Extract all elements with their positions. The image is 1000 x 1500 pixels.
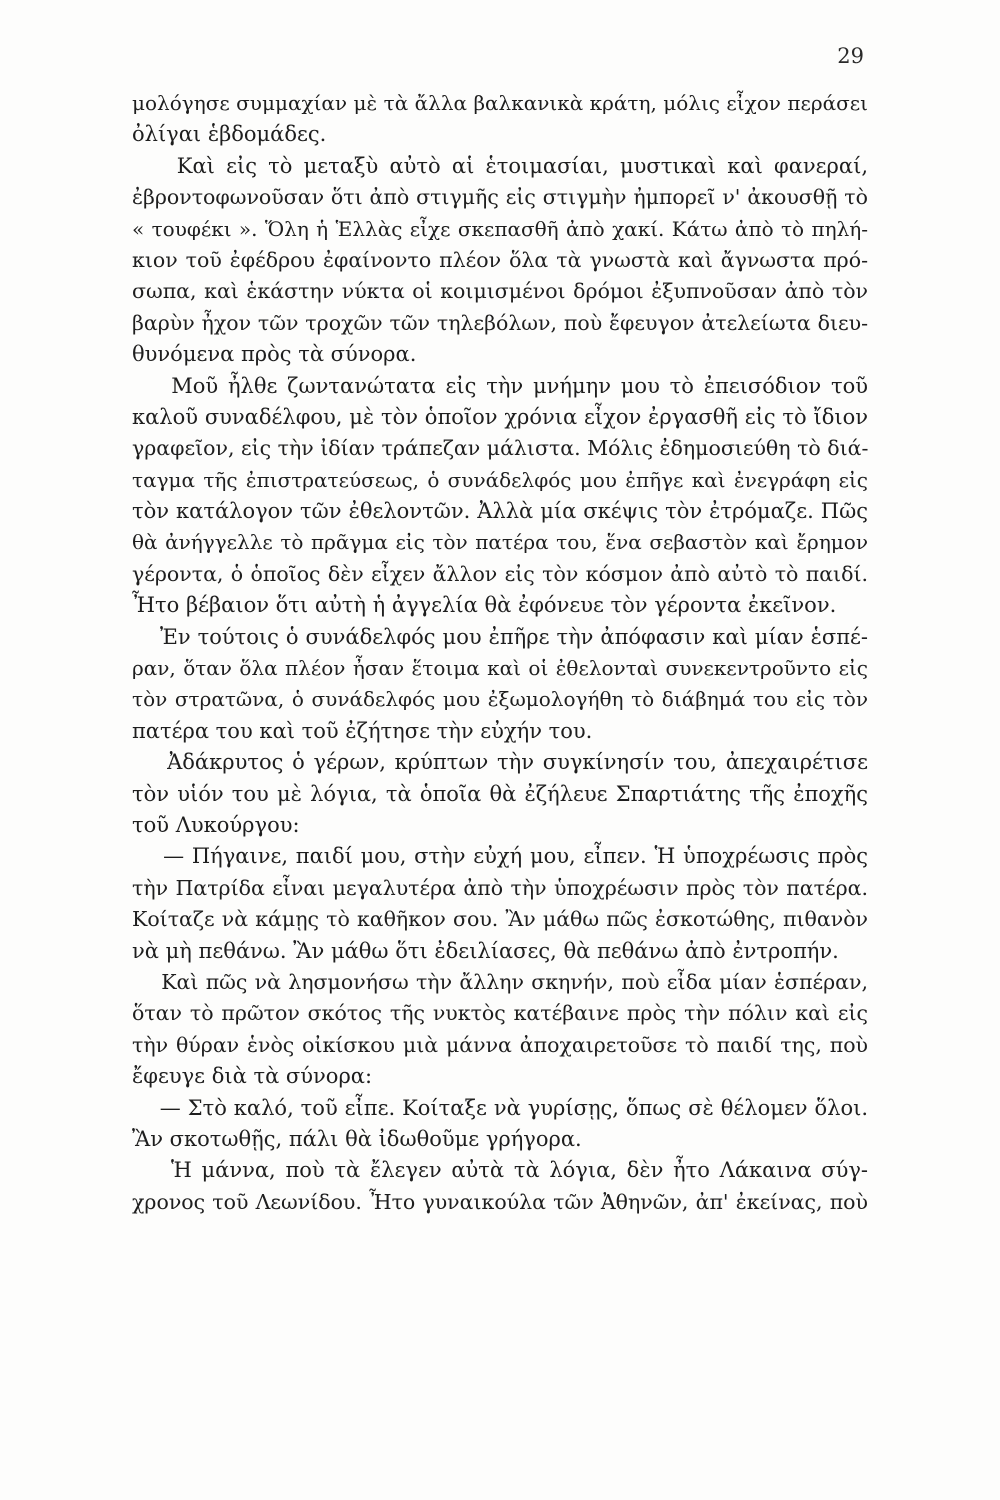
text-line: τὸν κατάλογον τῶν ἐθελοντῶν. Ἀλλὰ μία σκέψις τὸν ἐτρόμαζε. Πῶς xyxy=(132,499,868,524)
text-line: Ἐν τούτοις ὁ συνάδελφός μου ἐπῆρε τὴν ἀπόφασιν καὶ μίαν ἑσπέ- xyxy=(132,624,868,649)
text-line: βαρὺν ἦχον τῶν τροχῶν τῶν τηλεβόλων, ποὺ ἔφευγον ἀτελείωτα διευ- xyxy=(132,310,868,335)
text-line: καλοῦ συναδέλφου, μὲ τὸν ὁποῖον χρόνια εἶχον ἐργασθῆ εἰς τὸ ἴδιον xyxy=(132,404,868,429)
text-line: τὴν Πατρίδα εἶναι μεγαλυτέρα ἀπὸ τὴν ὑποχρέωσιν πρὸς τὸν πατέρα. xyxy=(132,875,868,900)
text-line: Ἦτο βέβαιον ὅτι αὐτὴ ἡ ἀγγελία θὰ ἐφόνευε τὸν γέροντα ἐκεῖνον. xyxy=(132,593,837,618)
text-line: γέροντα, ὁ ὁποῖος δὲν εἶχεν ἄλλον εἰς τὸν κόσμον ἀπὸ αὐτὸ τὸ παιδί. xyxy=(132,561,868,586)
text-line: ραν, ὅταν ὅλα πλέον ἦσαν ἕτοιμα καὶ οἱ ἐθελονταὶ συνεκεντροῦντο εἰς xyxy=(132,656,868,681)
text-line: Κοίταζε νὰ κάμῃς τὸ καθῆκον σου. Ἂν μάθω πῶς ἐσκοτώθης, πιθανὸν xyxy=(132,907,868,932)
text-line: θὰ ἀνήγγελλε τὸ πρᾶγμα εἰς τὸν πατέρα του, ἕνα σεβαστὸν καὶ ἔρημον xyxy=(132,530,868,555)
text-line: ἐβροντοφωνοῦσαν ὅτι ἀπὸ στιγμῆς εἰς στιγμὴν ἠμπορεῖ ν' ἀκουσθῇ τὸ xyxy=(132,185,868,210)
text-line: « τουφέκι ». Ὅλη ἡ Ἑλλὰς εἶχε σκεπασθῆ ἀπὸ χακί. Κάτω ἀπὸ τὸ πηλή- xyxy=(132,216,868,241)
text-line: ὀλίγαι ἑβδομάδες. xyxy=(132,122,327,147)
text-line: Καὶ εἰς τὸ μεταξὺ αὐτὸ αἱ ἑτοιμασίαι, μυστικαὶ καὶ φανεραί, xyxy=(132,153,868,178)
text-line: χρονος τοῦ Λεωνίδου. Ἦτο γυναικούλα τῶν Ἀθηνῶν, ἀπ' ἐκείνας, ποὺ xyxy=(132,1189,868,1214)
text-line: τὴν θύραν ἑνὸς οἰκίσκου μιὰ μάννα ἀποχαιρετοῦσε τὸ παιδί της, ποὺ xyxy=(132,1032,868,1057)
text-line: — Πήγαινε, παιδί μου, στὴν εὐχή μου, εἶπεν. Ἡ ὑποχρέωσις πρὸς xyxy=(132,844,868,869)
text-line: ἔφευγε διὰ τὰ σύνορα: xyxy=(132,1064,373,1089)
text-line: — Στὸ καλό, τοῦ εἶπε. Κοίταξε νὰ γυρίσῃς, ὅπως σὲ θέλομεν ὅλοι. xyxy=(132,1095,868,1120)
text-line: νὰ μὴ πεθάνω. Ἂν μάθω ὅτι ἐδειλίασες, θὰ πεθάνω ἀπὸ ἐντροπήν. xyxy=(132,938,839,963)
text-line: πατέρα του καὶ τοῦ ἐζήτησε τὴν εὐχήν του. xyxy=(132,718,593,743)
text-line: τὸν στρατῶνα, ὁ συνάδελφός μου ἐξωμολογήθη τὸ διάβημά του εἰς τὸν xyxy=(132,687,868,712)
text-line: Καὶ πῶς νὰ λησμονήσω τὴν ἄλλην σκηνήν, ποὺ εἶδα μίαν ἑσπέραν, xyxy=(132,969,868,994)
text-line: μολόγησε συμμαχίαν μὲ τὰ ἄλλα βαλκανικὰ κράτη, μόλις εἶχον περάσει xyxy=(132,91,868,115)
text-line: Ἀδάκρυτος ὁ γέρων, κρύπτων τὴν συγκίνησίν του, ἀπεχαιρέτισε xyxy=(132,750,868,775)
text-line: γραφεῖον, εἰς τὴν ἰδίαν τράπεζαν μάλιστα. Μόλις ἐδημοσιεύθη τὸ διά- xyxy=(132,436,868,461)
text-line: ὅταν τὸ πρῶτον σκότος τῆς νυκτὸς κατέβαινε πρὸς τὴν πόλιν καὶ εἰς xyxy=(132,1001,868,1026)
text-line: ταγμα τῆς ἐπιστρατεύσεως, ὁ συνάδελφός μου ἐπῆγε καὶ ἐνεγράφη εἰς xyxy=(132,467,868,492)
text-line: Μοῦ ἦλθε ζωντανώτατα εἰς τὴν μνήμην μου τὸ ἐπεισόδιον τοῦ xyxy=(132,373,868,398)
text-line: τὸν υἱόν του μὲ λόγια, τὰ ὁποῖα θὰ ἐζήλευε Σπαρτιάτης τῆς ἐποχῆς xyxy=(132,781,868,806)
text-line: κιον τοῦ ἐφέδρου ἐφαίνοντο πλέον ὅλα τὰ γνωστὰ καὶ ἄγνωστα πρό- xyxy=(132,247,868,272)
page-number: 29 xyxy=(837,44,864,68)
text-line: σωπα, καὶ ἑκάστην νύκτα οἱ κοιμισμένοι δρόμοι ἐξυπνοῦσαν ἀπὸ τὸν xyxy=(132,279,868,304)
text-line: Ἂν σκοτωθῇς, πάλι θὰ ἰδωθοῦμε γρήγορα. xyxy=(132,1126,582,1151)
text-line: Ἡ μάννα, ποὺ τὰ ἔλεγεν αὐτὰ τὰ λόγια, δὲν ἦτο Λάκαινα σύγ- xyxy=(132,1158,868,1183)
text-line: τοῦ Λυκούργου: xyxy=(132,812,300,837)
body-text xyxy=(132,88,868,1218)
text-line: θυνόμενα πρὸς τὰ σύνορα. xyxy=(132,342,417,367)
